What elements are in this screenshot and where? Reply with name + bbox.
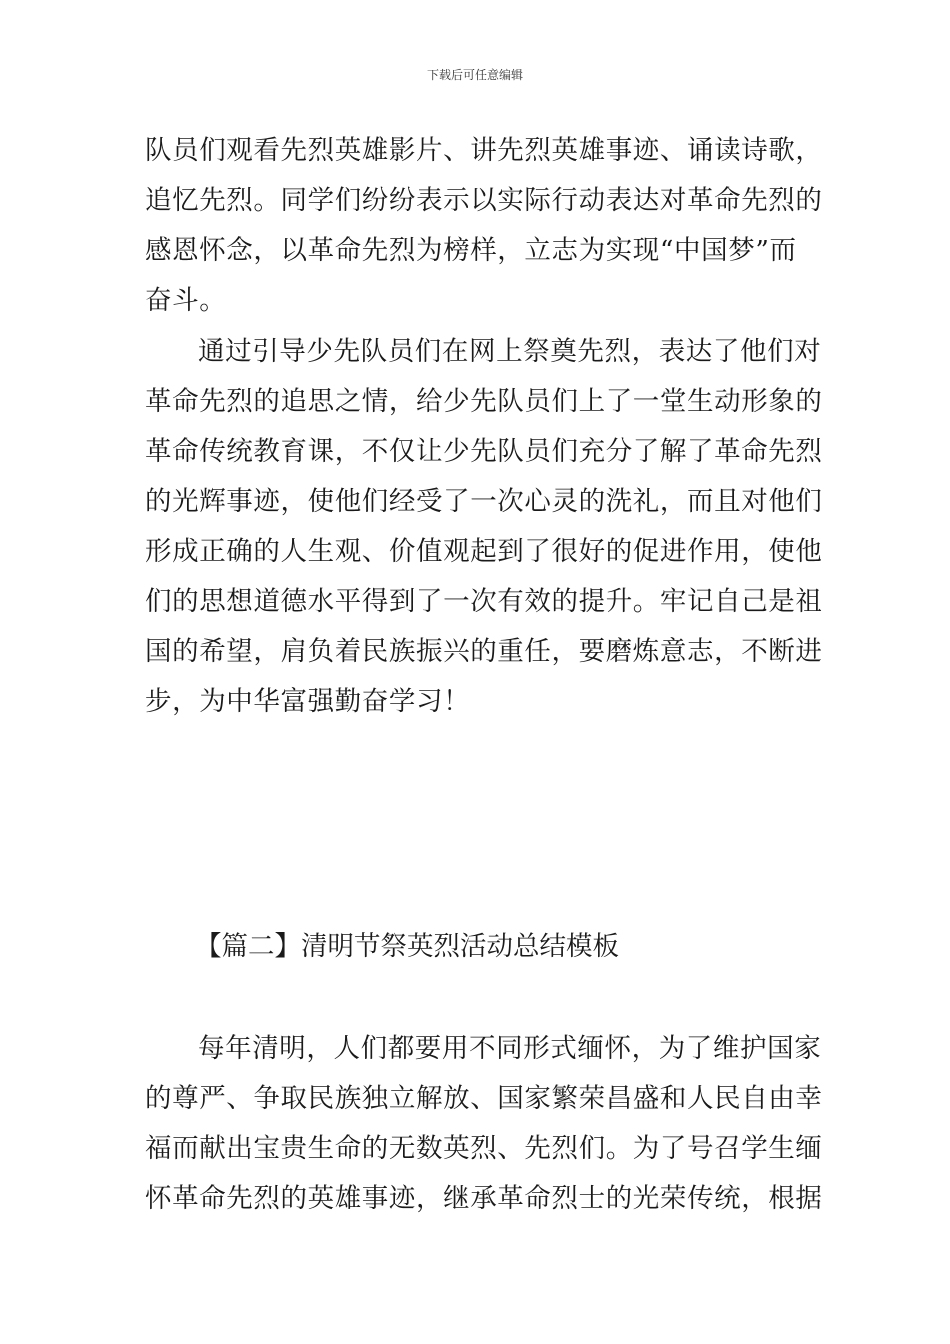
header-note: 下载后可任意编辑 bbox=[426, 68, 523, 82]
paragraph-line: 国的希望，肩负着民族振兴的重任，要磨炼意志，不断进 bbox=[145, 636, 823, 667]
paragraph-line: 通过引导少先队员们在网上祭奠先烈，表达了他们对 bbox=[198, 336, 822, 367]
paragraph-line: 的尊严、争取民族独立解放、国家繁荣昌盛和人民自由幸 bbox=[145, 1083, 823, 1114]
paragraph-line: 每年清明，人们都要用不同形式缅怀，为了维护国家 bbox=[198, 1033, 822, 1064]
paragraph-line: 追忆先烈。同学们纷纷表示以实际行动表达对革命先烈的 bbox=[145, 185, 823, 216]
paragraph-line: 的光辉事迹，使他们经受了一次心灵的洗礼，而且对他们 bbox=[145, 486, 823, 517]
paragraph-line: 福而献出宝贵生命的无数英烈、先烈们。为了号召学生缅 bbox=[145, 1133, 823, 1164]
paragraph-line: 怀革命先烈的英雄事迹，继承革命烈士的光荣传统，根据 bbox=[145, 1183, 823, 1214]
paragraph-line: 革命先烈的追思之情，给少先队员们上了一堂生动形象的 bbox=[145, 386, 823, 417]
paragraph-line: 革命传统教育课，不仅让少先队员们充分了解了革命先烈 bbox=[145, 436, 823, 467]
paragraph-line: 们的思想道德水平得到了一次有效的提升。牢记自己是祖 bbox=[145, 586, 823, 617]
section-heading: 【篇二】清明节祭英烈活动总结模板 bbox=[195, 931, 619, 962]
paragraph-line: 队员们观看先烈英雄影片、讲先烈英雄事迹、诵读诗歌， bbox=[145, 135, 823, 166]
paragraph-line: 形成正确的人生观、价值观起到了很好的促进作用，使他 bbox=[145, 536, 823, 567]
paragraph-line: 步，为中华富强勤奋学习！ bbox=[145, 686, 471, 717]
paragraph-line: 奋斗。 bbox=[145, 285, 227, 316]
paragraph-line: 感恩怀念，以革命先烈为榜样，立志为实现“中国梦”而 bbox=[145, 235, 797, 266]
